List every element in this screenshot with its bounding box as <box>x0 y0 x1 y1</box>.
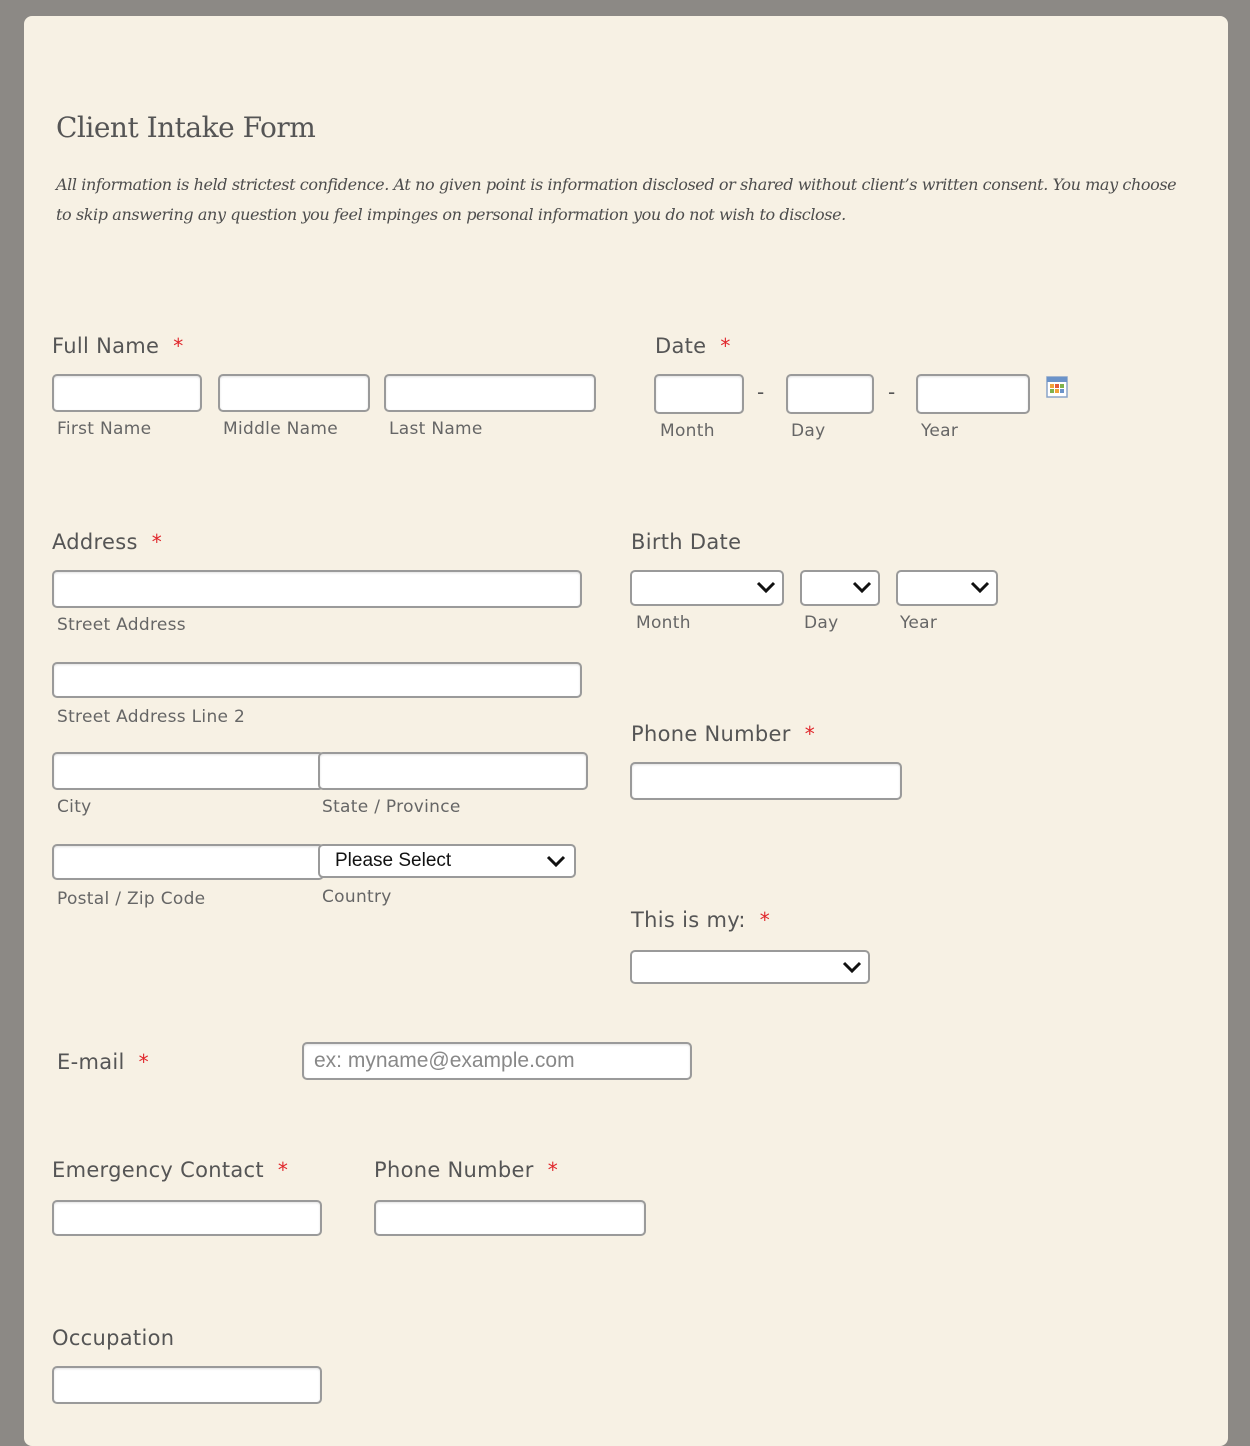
birth-day-sublabel: Day <box>804 613 839 633</box>
date-label-text: Date <box>655 334 707 358</box>
chevron-down-icon <box>970 580 990 594</box>
date-year-input[interactable] <box>916 374 1030 414</box>
first-name-input[interactable] <box>52 374 202 412</box>
birth-date-label: Birth Date <box>631 530 742 554</box>
phone-number-label-text: Phone Number <box>631 722 791 746</box>
form-description: All information is held strictest confidence. At no given point is information disclosed or shared without client’s written consent. You may choose to skip answering any question you feel impinges on personal information you do not wish to disclose. <box>56 175 1177 224</box>
street-address-line2-input[interactable] <box>52 662 582 698</box>
address-label-text: Address <box>52 530 138 554</box>
date-day-input[interactable] <box>786 374 874 414</box>
date-label <box>655 334 731 358</box>
emergency-contact-label <box>52 1158 288 1182</box>
address-label <box>52 530 162 554</box>
date-separator: - <box>757 380 765 404</box>
street-address-sublabel: Street Address <box>57 615 186 635</box>
form-title: Client Intake Form <box>56 111 316 144</box>
emergency-phone-input[interactable] <box>374 1200 646 1236</box>
city-input[interactable] <box>52 752 324 790</box>
email-label <box>57 1050 149 1074</box>
country-sublabel: Country <box>322 887 392 907</box>
street-address-input[interactable] <box>52 570 582 608</box>
required-mark: * <box>173 334 184 358</box>
emergency-contact-label-text: Emergency Contact <box>52 1158 264 1182</box>
date-day-sublabel: Day <box>791 421 826 441</box>
emergency-phone-label-text: Phone Number <box>374 1158 534 1182</box>
street-address-line2-sublabel: Street Address Line 2 <box>57 707 246 727</box>
chevron-down-icon <box>546 854 566 868</box>
country-select-value: Please Select <box>335 850 452 871</box>
full-name-label-text: Full Name <box>52 334 160 358</box>
email-placeholder: ex: myname@example.com <box>314 1049 575 1072</box>
full-name-label <box>52 334 184 358</box>
chevron-down-icon <box>852 580 872 594</box>
state-province-sublabel: State / Province <box>322 797 461 817</box>
date-month-sublabel: Month <box>660 421 715 441</box>
postal-code-input[interactable] <box>52 844 324 880</box>
required-mark: * <box>277 1158 289 1182</box>
first-name-sublabel: First Name <box>57 419 152 439</box>
phone-number-input[interactable] <box>630 762 902 800</box>
phone-type-label <box>631 908 770 932</box>
email-input[interactable] <box>302 1042 692 1080</box>
birth-year-select[interactable] <box>896 570 998 606</box>
postal-code-sublabel: Postal / Zip Code <box>57 889 206 909</box>
last-name-input[interactable] <box>384 374 596 412</box>
phone-number-label <box>631 722 815 746</box>
chevron-down-icon <box>842 960 862 974</box>
country-select[interactable] <box>318 844 576 878</box>
emergency-phone-label <box>374 1158 558 1182</box>
middle-name-sublabel: Middle Name <box>223 419 339 439</box>
birth-month-select[interactable] <box>630 570 784 606</box>
required-mark: * <box>720 334 731 358</box>
occupation-input[interactable] <box>52 1366 322 1404</box>
birth-day-select[interactable] <box>800 570 880 606</box>
chevron-down-icon <box>756 580 776 594</box>
date-separator: - <box>888 380 896 404</box>
email-label-text: E-mail <box>57 1050 125 1074</box>
birth-year-sublabel: Year <box>900 613 938 633</box>
state-province-input[interactable] <box>318 752 588 790</box>
city-sublabel: City <box>57 797 92 817</box>
date-month-input[interactable] <box>654 374 744 414</box>
last-name-sublabel: Last Name <box>389 419 483 439</box>
middle-name-input[interactable] <box>218 374 370 412</box>
emergency-contact-input[interactable] <box>52 1200 322 1236</box>
phone-type-select[interactable] <box>630 950 870 984</box>
required-mark: * <box>804 722 815 746</box>
required-mark: * <box>759 908 771 932</box>
date-year-sublabel: Year <box>921 421 959 441</box>
calendar-icon[interactable] <box>1046 376 1068 398</box>
occupation-label: Occupation <box>52 1326 175 1350</box>
required-mark: * <box>547 1158 558 1182</box>
required-mark: * <box>138 1050 149 1074</box>
phone-type-label-text: This is my: <box>631 908 746 932</box>
birth-month-sublabel: Month <box>636 613 691 633</box>
required-mark: * <box>151 530 163 554</box>
